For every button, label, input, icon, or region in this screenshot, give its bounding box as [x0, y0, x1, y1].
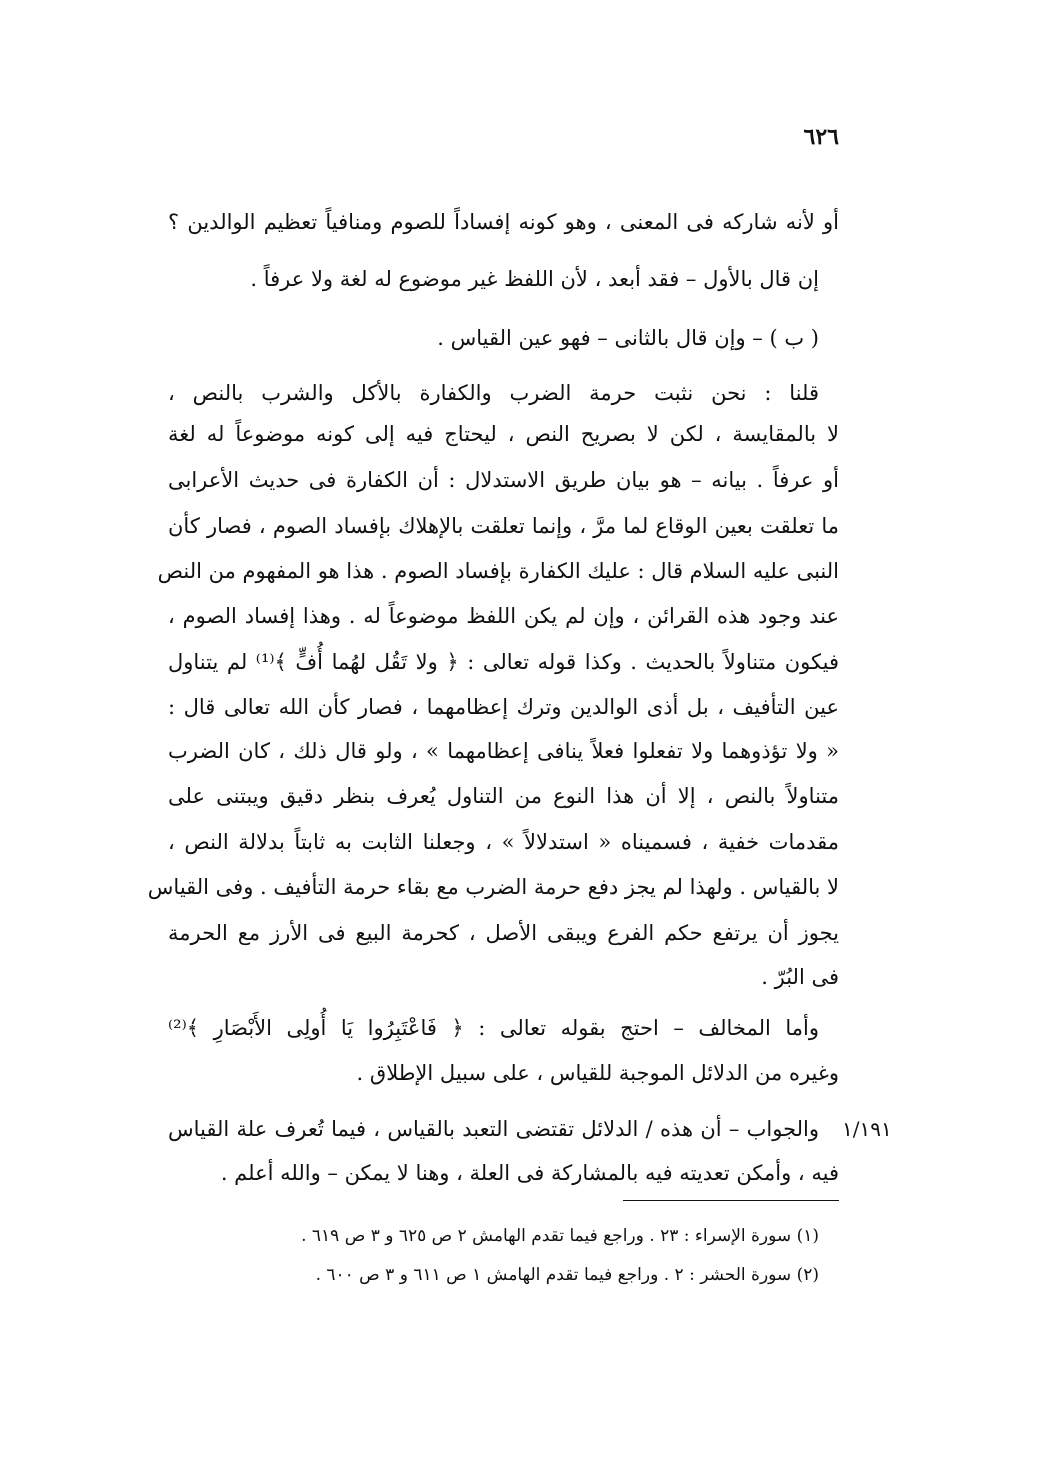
text-line-10: فيكون متناولاً بالحديث . وكذا قوله تعالى : ﴿ ولا تَقُل لهُما أُفٍّ ﴾⁽¹⁾ لم يتناول: [168, 650, 839, 674]
text-line-9: عند وجود هذه القرائن ، وإن لم يكن اللفظ موضوعاً له . وهذا إفساد الصوم ،: [168, 604, 839, 628]
text-line-18: وأما المخالف – احتج بقوله تعالى : ﴿ فَاعْتَبِرُوا يَا أُولِى الأَبْصَارِ ﴾⁽²⁾: [168, 1016, 819, 1040]
text-line-1: أو لأنه شاركه فى المعنى ، وهو كونه إفساداً للصوم ومنافياً تعظيم الوالدين ؟: [168, 210, 839, 234]
footnote-2: (٢) سورة الحشر : ٢ . وراجع فيما تقدم الهامش ١ ص ٦١١ و ٣ ص ٦٠٠ .: [315, 1265, 819, 1285]
text-line-8: النبى عليه السلام قال : عليك الكفارة بإفساد الصوم . هذا هو المفهوم من النص: [157, 559, 839, 583]
text-line-6: أو عرفاً . بيانه – هو بيان طريق الاستدلال : أن الكفارة فى حديث الأعرابى: [168, 468, 839, 492]
text-line-20: والجواب – أن هذه / الدلائل تقتضى التعبد بالقياس ، فيما تُعرف علة القياس: [168, 1117, 819, 1141]
text-line-11: عين التأفيف ، بل أذى الوالدين وترك إعظامهما ، فصار كأن الله تعالى قال :: [168, 695, 839, 719]
text-line-3: ( ب ) – وإن قال بالثانى – فهو عين القياس .: [437, 326, 819, 350]
text-line-15: لا بالقياس . ولهذا لم يجز دفع حرمة الضرب مع بقاء حرمة التأفيف . وفى القياس: [147, 875, 839, 899]
text-line-2: إن قال بالأول – فقد أبعد ، لأن اللفظ غير موضوع له لغة ولا عرفاً .: [250, 267, 819, 291]
text-line-17: فى البُرّ .: [761, 965, 839, 989]
text-line-7: ما تعلقت بعين الوقاع لما مرَّ ، وإنما تعلقت بالإهلاك بإفساد الصوم ، فصار كأن: [168, 514, 839, 538]
footnote-separator: [623, 1200, 839, 1201]
text-line-5: لا بالمقايسة ، لكن لا بصريح النص ، ليحتاج فيه إلى كونه موضوعاً له لغة: [168, 422, 839, 446]
footnote-1: (١) سورة الإسراء : ٢٣ . وراجع فيما تقدم الهامش ٢ ص ٦٢٥ و ٣ ص ٦١٩ .: [301, 1226, 819, 1246]
page-number: ٦٢٦: [803, 124, 839, 150]
text-line-21: فيه ، وأمكن تعديته فيه بالمشاركة فى العلة ، وهنا لا يمكن – والله أعلم .: [220, 1161, 839, 1185]
text-line-4: قلنا : نحن نثبت حرمة الضرب والكفارة بالأكل والشرب بالنص ،: [168, 381, 819, 405]
text-line-12: « ولا تؤذوهما ولا تفعلوا فعلاً ينافى إعظامهما » ، ولو قال ذلك ، كان الضرب: [168, 739, 839, 763]
margin-reference: ١/١٩١: [842, 1117, 892, 1141]
text-line-19: وغيره من الدلائل الموجبة للقياس ، على سبيل الإطلاق .: [356, 1061, 839, 1085]
text-line-16: يجوز أن يرتفع حكم الفرع ويبقى الأصل ، كحرمة البيع فى الأرز مع الحرمة: [168, 921, 839, 945]
text-line-13: متناولاً بالنص ، إلا أن هذا النوع من التناول يُعرف بنظر دقيق ويبتنى على: [168, 784, 839, 808]
text-line-14: مقدمات خفية ، فسميناه « استدلالاً » ، وجعلنا الثابت به ثابتاً بدلالة النص ،: [168, 830, 839, 854]
